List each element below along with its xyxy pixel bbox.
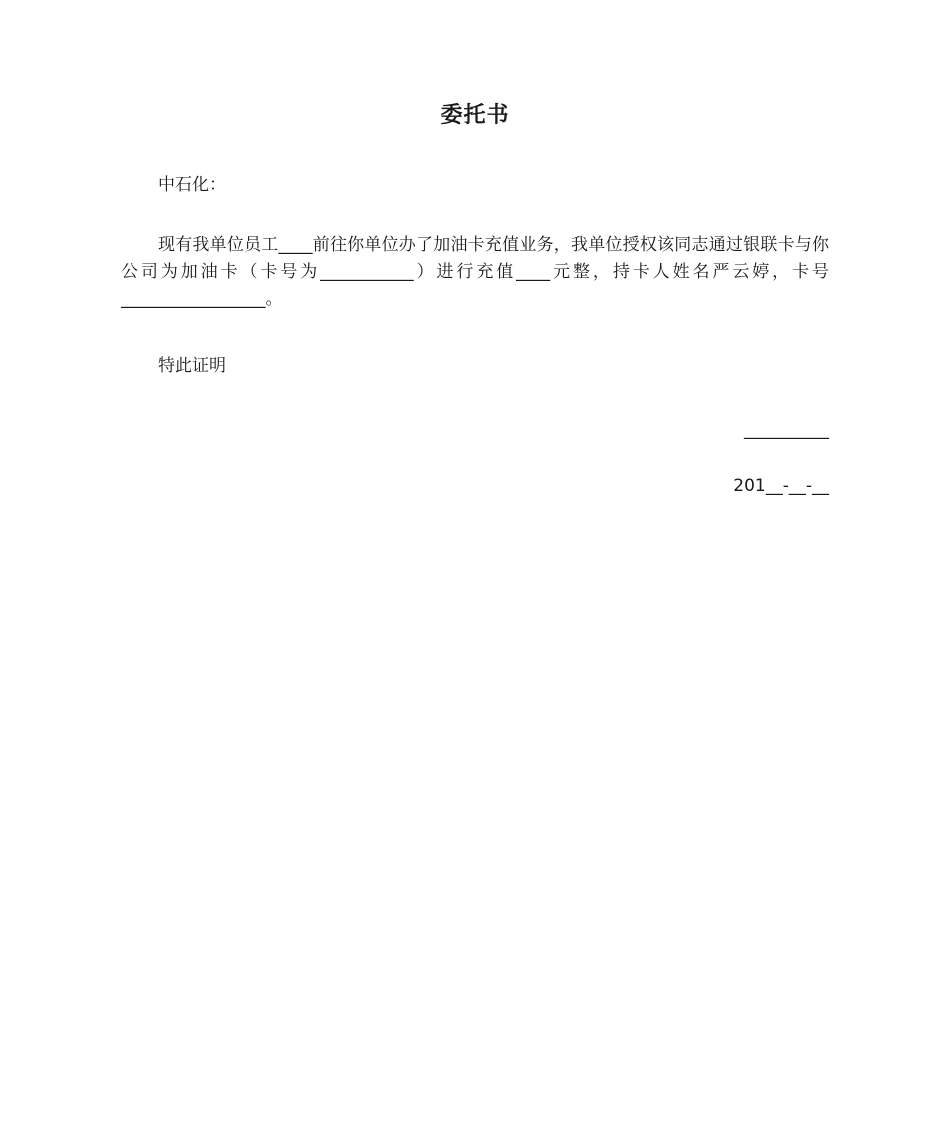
body-paragraph: 现有我单位员工____前往你单位办了加油卡充值业务，我单位授权该同志通过银联卡与你公司为加油卡（卡号为___________）进行充值____元整，持卡人姓名严云婷，卡号_________________。 xyxy=(121,235,829,309)
closing-statement: 特此证明 xyxy=(158,356,226,376)
date-line: 201__-__-__ xyxy=(733,476,829,496)
document-title: 委托书 xyxy=(440,103,510,128)
signature-line: __________ xyxy=(744,420,829,440)
salutation: 中石化： xyxy=(158,175,226,195)
